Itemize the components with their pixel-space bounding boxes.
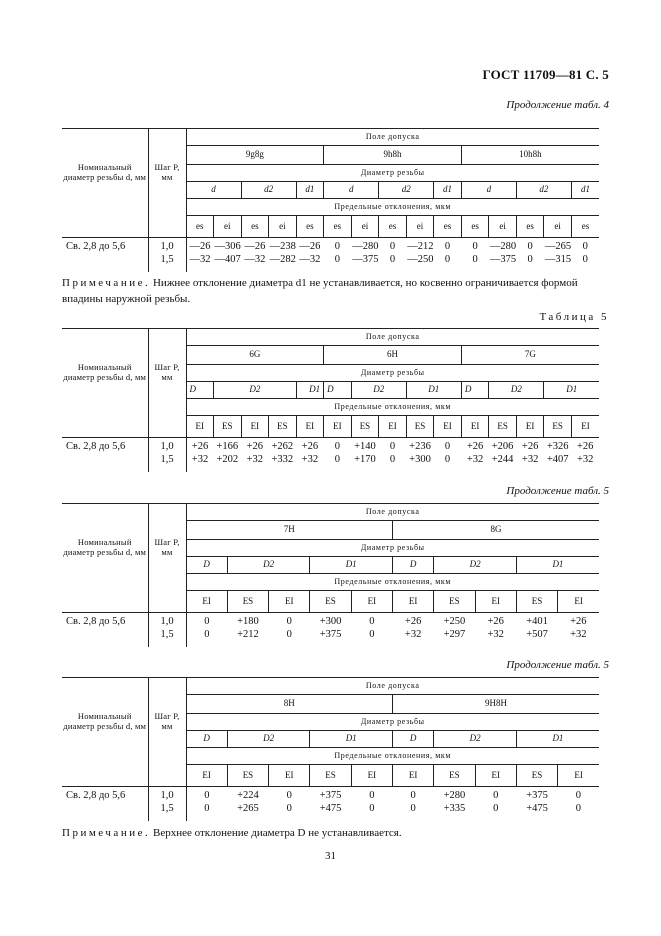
table-cell: +206 +244 xyxy=(491,441,514,465)
diam-mark: d xyxy=(186,182,241,199)
table-4-continuation xyxy=(62,128,599,272)
table-cell: +166 +202 xyxy=(216,441,239,465)
col-pitch-header: Шаг P, мм xyxy=(148,129,186,216)
sub-header: EI xyxy=(296,416,324,438)
diameter-label: Диаметр резьбы xyxy=(186,165,599,182)
table-cell: 0 0 xyxy=(389,241,396,265)
pitch-values: 1,0 1,5 xyxy=(148,787,186,821)
diam-mark: D2 xyxy=(434,731,517,748)
table5b-caption: Продолжение табл. 5 xyxy=(506,659,609,671)
col-nominal-header: Номинальный диаметр резьбы d, мм xyxy=(62,504,148,591)
field-8h: 8H xyxy=(186,695,392,714)
field-7g: 7G xyxy=(461,346,599,365)
table-5-continuation-1 xyxy=(62,503,599,647)
sub-header: EI xyxy=(269,591,310,613)
diam-mark: d2 xyxy=(379,182,434,199)
sub-header: ei xyxy=(214,216,242,238)
field-label: Поле допуска xyxy=(186,678,599,695)
table5-caption: Таблица 5 xyxy=(539,311,609,323)
col-nominal-header: Номинальный диаметр резьбы d, мм xyxy=(62,678,148,765)
deviations-label: Предельные отклонения, мкм xyxy=(186,199,599,216)
sub-header: es xyxy=(516,216,544,238)
table-cell: —238 —282 xyxy=(269,241,296,265)
row-label: Св. 2,8 до 5,6 xyxy=(66,441,126,452)
table-cell: +26 +32 xyxy=(521,441,539,465)
diam-mark: D1 xyxy=(516,731,599,748)
table4-caption: Продолжение табл. 4 xyxy=(506,99,609,111)
table-cell: 0 0 xyxy=(369,790,375,814)
note-prefix: Примечание. xyxy=(62,277,151,289)
sub-header: es xyxy=(296,216,324,238)
table-cell: 0 0 xyxy=(186,613,227,647)
diam-mark: D2 xyxy=(351,382,406,399)
sub-header: ES xyxy=(351,416,379,438)
table-cell: +280 +335 xyxy=(443,790,466,814)
sub-header: ES xyxy=(434,591,475,613)
table-cell: +236 +300 xyxy=(409,441,431,465)
field-9h8h: 9h8h xyxy=(324,146,462,165)
diam-mark: D1 xyxy=(296,382,324,399)
col-pitch-header: Шаг P, мм xyxy=(148,504,186,591)
field-9h8h: 9H8H xyxy=(392,695,599,714)
diam-mark: D xyxy=(392,557,433,574)
field-9g8g: 9g8g xyxy=(186,146,324,165)
sub-header: EI xyxy=(571,416,599,438)
sub-header: EI xyxy=(324,416,352,438)
table-cell: +262 +332 xyxy=(271,441,294,465)
note-prefix: Примечание. xyxy=(62,827,151,839)
sub-header: ES xyxy=(516,765,557,787)
diam-mark: D xyxy=(324,382,352,399)
col-pitch-header: Шаг P, мм xyxy=(148,329,186,416)
diam-mark: D1 xyxy=(516,557,599,574)
diam-mark: D xyxy=(186,382,214,399)
sub-header: EI xyxy=(379,416,407,438)
sub-header: es xyxy=(186,216,214,238)
sub-header: es xyxy=(461,216,489,238)
table-cell: 0 0 xyxy=(527,241,533,265)
diam-mark: d1 xyxy=(296,182,324,199)
table-cell: 0 0 xyxy=(582,241,588,265)
diam-mark: d1 xyxy=(434,182,462,199)
field-8g: 8G xyxy=(392,521,599,540)
pitch-values: 1,0 1,5 xyxy=(148,238,186,272)
table-cell: +375 +475 xyxy=(526,790,548,814)
table-cell: —26 —32 xyxy=(299,241,321,265)
table-cell: —26 —32 xyxy=(244,241,266,265)
sub-header: es xyxy=(434,216,462,238)
diam-mark: D2 xyxy=(227,557,310,574)
note-text: Верхнее отклонение диаметра D не устанавливается. xyxy=(152,827,402,839)
col-pitch-header: Шаг P, мм xyxy=(148,678,186,765)
diam-mark: D1 xyxy=(406,382,461,399)
page-number: 31 xyxy=(325,850,336,862)
table-cell: +26 +32 xyxy=(301,441,319,465)
col-nominal-header: Номинальный диаметр резьбы d, мм xyxy=(62,329,148,416)
col-nominal-header: Номинальный диаметр резьбы d, мм xyxy=(62,129,148,216)
table-cell: 0 0 xyxy=(186,787,227,821)
diam-mark: d2 xyxy=(241,182,296,199)
sub-header: ES xyxy=(214,416,242,438)
row-label: Св. 2,8 до 5,6 xyxy=(66,616,126,627)
sub-header: ES xyxy=(227,591,268,613)
sub-header: es xyxy=(324,216,352,238)
sub-header: es xyxy=(241,216,269,238)
sub-header: ES xyxy=(434,765,475,787)
table-cell: +326 +407 xyxy=(546,441,569,465)
table-cell: —280 —375 xyxy=(352,241,379,265)
sub-header: EI xyxy=(475,765,516,787)
diam-mark: d xyxy=(324,182,379,199)
table-cell: 0 0 xyxy=(472,241,478,265)
sub-header: ES xyxy=(310,765,351,787)
table-cell: —280 —375 xyxy=(489,241,517,265)
diam-mark: D xyxy=(461,382,489,399)
note-text: Нижнее отклонение диаметра d1 не устанавливается, но косвенно ограничивается формой впадины наружной резьбы. xyxy=(62,277,578,305)
page-header: ГОСТ 11709—81 С. 5 xyxy=(482,67,609,82)
diam-mark: d1 xyxy=(571,182,599,199)
sub-header: EI xyxy=(558,765,599,787)
diam-mark: D1 xyxy=(544,382,599,399)
diam-mark: D2 xyxy=(214,382,297,399)
table-cell: —26 —32 xyxy=(186,238,214,272)
diam-mark: D2 xyxy=(434,557,517,574)
row-label: Св. 2,8 до 5,6 xyxy=(66,241,126,252)
table-5 xyxy=(62,328,599,472)
sub-header: ES xyxy=(516,591,557,613)
table-cell: +26 +32 xyxy=(466,441,484,465)
sub-header: EI xyxy=(434,416,462,438)
field-6h: 6H xyxy=(324,346,462,365)
table-cell: 0 0 xyxy=(334,241,341,265)
sub-header: EI xyxy=(461,416,489,438)
sub-header: es xyxy=(379,216,407,238)
sub-header: EI xyxy=(186,591,227,613)
sub-header: ES xyxy=(406,416,434,438)
diam-mark: D2 xyxy=(489,382,544,399)
table-cell: 0 0 xyxy=(444,441,451,465)
field-6g: 6G xyxy=(186,346,324,365)
field-label: Поле допуска xyxy=(186,129,599,146)
diameter-label: Диаметр резьбы xyxy=(186,714,599,731)
sub-header: ES xyxy=(310,591,351,613)
table-cell: 0 0 xyxy=(286,790,292,814)
table-cell: +26 +32 xyxy=(487,616,504,640)
table-cell: +26 +32 xyxy=(186,438,214,472)
pitch-values: 1,0 1,5 xyxy=(148,438,186,472)
table-cell: +26 +32 xyxy=(404,616,422,640)
deviations-label: Предельные отклонения, мкм xyxy=(186,748,599,765)
table-cell: 0 0 xyxy=(389,441,396,465)
diameter-label: Диаметр резьбы xyxy=(186,365,599,382)
table-cell: +375 +475 xyxy=(319,790,342,814)
deviations-label: Предельные отклонения, мкм xyxy=(186,574,599,591)
sub-header: EI xyxy=(516,416,544,438)
sub-header: ei xyxy=(406,216,434,238)
diam-mark: D xyxy=(186,731,227,748)
note-table4 xyxy=(62,276,602,308)
sub-header: EI xyxy=(558,591,599,613)
table5a-caption: Продолжение табл. 5 xyxy=(506,485,609,497)
table-cell: +26 +32 xyxy=(246,441,264,465)
table-cell: +26 +32 xyxy=(570,616,587,640)
diam-mark: D2 xyxy=(227,731,310,748)
sub-header: EI xyxy=(392,765,433,787)
field-label: Поле допуска xyxy=(186,504,599,521)
table-5-continuation-2 xyxy=(62,677,599,821)
table-cell: —306 —407 xyxy=(214,241,241,265)
diam-mark: d2 xyxy=(516,182,571,199)
note-table5 xyxy=(62,826,602,842)
pitch-values: 1,0 1,5 xyxy=(148,613,186,647)
field-label: Поле допуска xyxy=(186,329,599,346)
table-cell: +26 +32 xyxy=(577,441,594,465)
sub-header: ei xyxy=(489,216,517,238)
sub-header: ES xyxy=(544,416,572,438)
diam-mark: d xyxy=(461,182,516,199)
table-cell: +250 +297 xyxy=(443,616,466,640)
sub-header: EI xyxy=(186,765,227,787)
table-cell: 0 0 xyxy=(444,241,451,265)
sub-header: EI xyxy=(241,416,269,438)
table-cell: 0 0 xyxy=(369,616,375,640)
sub-header: ES xyxy=(227,765,268,787)
diam-mark: D xyxy=(392,731,433,748)
diam-mark: D xyxy=(186,557,227,574)
table-cell: +401 +507 xyxy=(526,616,548,640)
table-cell: —212 —250 xyxy=(407,241,434,265)
sub-header: EI xyxy=(351,765,392,787)
table-cell: +300 +375 xyxy=(319,616,342,640)
sub-header: EI xyxy=(475,591,516,613)
table-cell: 0 0 xyxy=(286,616,292,640)
table-cell: +224 +265 xyxy=(237,790,259,814)
sub-header: EI xyxy=(351,591,392,613)
table-cell: 0 0 xyxy=(493,790,499,814)
diam-mark: D1 xyxy=(310,557,393,574)
table-cell: 0 0 xyxy=(334,441,341,465)
table-cell: —265 —315 xyxy=(544,241,572,265)
sub-header: ei xyxy=(544,216,572,238)
sub-header: ei xyxy=(351,216,379,238)
deviations-label: Предельные отклонения, мкм xyxy=(186,399,599,416)
table-cell: 0 0 xyxy=(410,790,416,814)
table-cell: 0 0 xyxy=(575,790,581,814)
sub-header: ES xyxy=(489,416,517,438)
sub-header: es xyxy=(571,216,599,238)
table-cell: +180 +212 xyxy=(237,616,259,640)
row-label: Св. 2,8 до 5,6 xyxy=(66,790,126,801)
diam-mark: D1 xyxy=(310,731,393,748)
field-10h8h: 10h8h xyxy=(461,146,599,165)
sub-header: ES xyxy=(269,416,297,438)
sub-header: EI xyxy=(392,591,433,613)
sub-header: EI xyxy=(186,416,214,438)
sub-header: EI xyxy=(269,765,310,787)
field-7h: 7H xyxy=(186,521,392,540)
diameter-label: Диаметр резьбы xyxy=(186,540,599,557)
table-cell: +140 +170 xyxy=(354,441,376,465)
sub-header: ei xyxy=(269,216,297,238)
